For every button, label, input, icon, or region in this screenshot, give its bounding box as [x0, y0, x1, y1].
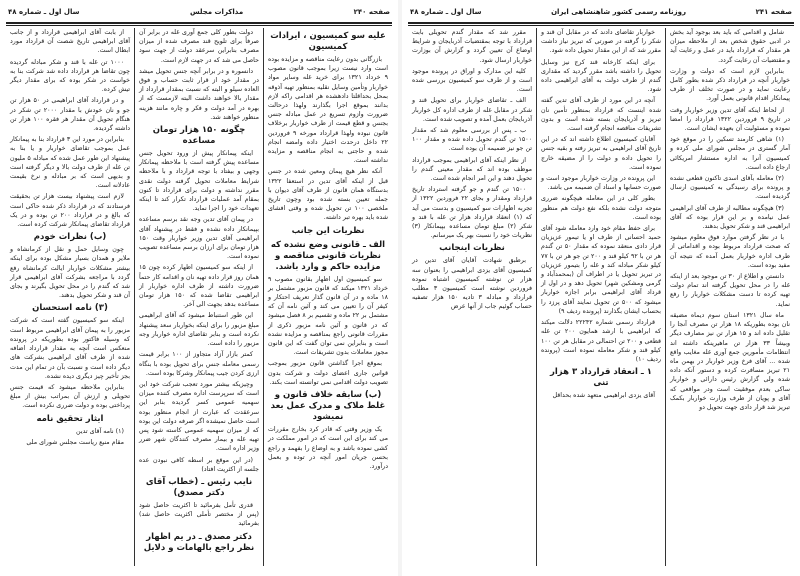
- article-paragraph: آقایان کمیسیون اطلاع داشته اند که در این تاریخ آقای ابراهیمی به تبریز رفته و بقیه جنس را تحویل داده و دولت را از مضیقه خارج نموده است.: [541, 136, 661, 171]
- article-paragraph: دولت بطور کلی جمع آوری غله در برابر آن صرفاً برای تلویح قند مصرف شده از میزان مصرف بنابراین سرعقد دولت از جهت سود حاصل می شد که در جهت لازم است.: [139, 29, 259, 64]
- article-paragraph: در پیمان آقای تدین وجه نقد برسم مساعده بپیمانکار داده نشده و فقط در پیشنهاد آقای ابراهیمی آقای تدین وزیر خواربار وقت ۱۵۰ هزار تومان برای ارزان برسم مساعده تصویب نموده است.: [139, 216, 259, 261]
- article-paragraph: شامل و اقدامی که باید بعد بوجود آید بخش در ادبی حقوق شخص بعد از ملاحظه میزان هر مقدار که قرارداد باید در عمل و رعایت آید و مقتضیات آن رعایت گردد.: [670, 29, 790, 64]
- article-paragraph: این طور استنباط میشود که آقای ابراهیمی مبلغ مزبور را برای اینکه بخواربار سعد پیشنهاد نکرده است و بنابر تقاضای اداره خواربار وجه مزبور را داده است.: [139, 312, 259, 348]
- article-paragraph: بنابراین در مورد این ۳ قرارداد بنا به پیمانکار عمل بموجب تقاضای خواربار و یا بنا به پیشنهاد این طور عمل شده که مبادله ۵ ملیون تن غله از طرف دولت بالا و دیگر گرفته است و بدیهی است که بر مبادله و نرخ بقیمت عادلانه است.: [10, 136, 130, 190]
- article-paragraph: بموقع اجرا گذاشتن قانون مزبور بموجب قوانین جاری اعضای دولت و شرکت بدون تصویب دولت اقدامی نمی توانسته است بکند.: [268, 360, 388, 386]
- article-paragraph: برای حفظ مقام خود وارد معامله شود آقای حمید احسانی از طرف او یا تیمور عزیزیان قرار دادی منعقد نموده که مقدار ۵۰ تن گندم هر تن با ۹۲ کیلو قند و ۲۰۰ تن جو هر تن با ۷۷ کیلو شکر مبادله کند و غله را بتیمور عزیزیان در تبریز تحویل یا در اطراف آن (بمحمدآباد و گرمی ومشکین شهر) تحویل دهد و در اول از قرداد آقای ابراهیمی برابر اجازه خواربار میشود که ۵۰۰ تن تحویل نمایند آقای پرزد را بحساب ایشان بگذارند (پرونده ردیف ۹): [541, 225, 661, 315]
- article-paragraph: ۱۵۰۰ تن گندم و جو گرفته استرداد تاریخ قرارداد ومقدار و بجای ۲۲ فروردین ۱۳۲۲ از تجربه اظهارات سو کمیسیون و بدست می آید که (۱) انعقاد قرارداد هزار تن غله با قند و شکر (۲) مبلغ تومان مساعده بپیمانکار (۳) نظریات خود را نسبت بهر یک میرسانم.: [412, 186, 533, 240]
- article-heading: دکتر مصدق ـ در یم اظهار نظر راجع بالهامات و دلایل: [143, 531, 255, 553]
- article-paragraph: الف ـ تقاضای خواربار برای تحویل قند و شکر در مقابل غله از طرف اداره کل خواربار آذربایجان بعمل آمده و تصویب شده است.: [412, 97, 532, 123]
- article-paragraph: بنابراین لازم است که دولت و وزارت خواربار آنچه در قرارداد ذکر شده بطور کامل رعایت نماید و در صورت تخلف از طرف پیمانکار اقدام قانونی بعمل آورد.: [670, 67, 790, 103]
- issue-number: سال اول ـ شماره ۴۸: [410, 8, 482, 16]
- article-paragraph: بطور کلی در این معامله هیچگونه ضرری متوجه دولت نشده بلکه نفع دولت هم منظور بوده است.: [541, 195, 661, 221]
- text-columns: [408, 28, 794, 566]
- article-paragraph: قرارداد رسمی شماره ۲۲۲۴۲ دلالت میکند که ابراهیمی با ارشد همایون ۲۰۰ تن غله قطعی و ۲۰۰ تن احتمالی در مقابل هر تن ۱۰۰ کیلو قند و شکر معامله نموده است (پرونده ردیف ۱۰): [541, 319, 661, 363]
- page-header: [410, 5, 792, 19]
- article-heading: (ب) نظرات خودم: [33, 232, 107, 243]
- article-paragraph: چون وسایل حمل و نقل از کرمانشاه و ملایر و همدان بسیار مشکل بوده برای اینکه بیشتر مشکلات خواربار ایالت کرمانشاه رفع گردد با مراجعه بشرکت آقای ابراهیمی قرار شد که گندم را در محل تحویل بگیرند و بجای آن قند و شکر تحویل بدهند.: [10, 246, 130, 300]
- article-paragraph: اینکه سو کمیسیون گفته است که شرکت مزبور را به پیمان آقای ابراهیمی مربوط است که وسیله فاکتور بوده بطوریکه در پرونده منعکس است آنچه به مقدار قرارداد اضافه شده از طرف آقای ابراهیمی بشرکت های دیگر داده است و نسبت بآن در تمام این مدت بجز تأخیر چیز دیگری دیده نشده.: [10, 317, 130, 380]
- article-heading: نظریات اینجانب: [439, 243, 505, 254]
- article-heading: ایثار تحقیق نامه: [36, 413, 104, 424]
- article-paragraph: برای اینکه کارخانه قند کرج نیز وسایل تحویل را داشته باشد مقرر گردید که مقداری گندم از طرف دولت به آقای ابراهیمی داده شود.: [541, 58, 661, 94]
- header-rule: [408, 22, 794, 26]
- article-heading: (ب) سابقه خلاف قانون و غلط ملاک و مدرک عمل بعد نمیشود: [270, 390, 386, 423]
- article-paragraph: ۱۰۰۰ تن غله با قند و شکر مبادله گردیده چون تقاضا هر قرارداد داده شد شرکت بنا به خواست در شکر بوده که برای مقدار دیگر تیش کرده.: [10, 58, 130, 94]
- article-paragraph: از بابت آقای ابراهیمی قرارداد و از جانب آقای ابراهیمی تاریخ شصت آن قرارداد مورد ابطال است.: [10, 29, 130, 55]
- article-paragraph: (در این موقع بر اسطه کافی نبودن عده جلسه از اکثریت افتاد): [139, 456, 259, 473]
- left-page: [0, 0, 398, 576]
- article-paragraph: لازم است پیشنهاد بیست هزار تن بحقیقت فرستادند که در قرارداد ذکر شده حاکی است که بالغ و در قرارداد ۲۰۰ تن بوده و در یک قرارداد تقاضای پیمانکار شرکت کرده است.: [10, 193, 130, 229]
- article-heading: ۱ ـ انعقاد قرارداد ۳ هزار تنی: [550, 367, 652, 389]
- article-paragraph: با در نظر گرفتن موارد فوق معلوم میشود که صحت قرارداد مربوط بوده و اقداماتی از طرف اداره خواربار بعمل آمده که نتیجه آن مفید بوده است.: [670, 234, 790, 269]
- article-paragraph: این پرونده در وزارت خواربار موجود است و صورت حسابها و اسناد آن ضمیمه می باشد.: [541, 175, 661, 192]
- text-column: [263, 28, 392, 566]
- article-paragraph: آنچه در این مورد از طرف آقای تدین گفته شده اینست که قرارداد بمنظور تأمین نان تبریز و آذربایجان بسته شده است و بدون تشریفات مناقصه انجام گرفته است.: [541, 97, 661, 133]
- article-paragraph: (۱) شاهی کارمند تسکین را در موقع خود آمار گستری در مجلس شورای ملی کرده و کمیسیون آنرا به اداره مستشار امریکائی ارجاع داده است.: [670, 136, 790, 171]
- page-header: [8, 5, 390, 19]
- article-heading: نایب رئیس ـ (خطاب آقای دکتر مصدق): [145, 476, 253, 498]
- article-heading: الف ـ قانونی وضع نشده که نظریات قانونی مناقصه و مزایده حاکم و وارد باشد.: [270, 239, 386, 272]
- newspaper-title: روزنامه رسمی کشور شاهنشاهی ایران: [551, 8, 687, 16]
- article-heading: نظریات این جانب: [291, 225, 365, 236]
- header-rule: [6, 22, 392, 26]
- article-heading: علیه سو کمیسیون ، ایرادات کمیسیون: [270, 31, 386, 52]
- text-column: [408, 28, 536, 566]
- article-paragraph: (۳) هیچگونه مطالبه از طرف آقای ابراهیمی عمل نیامده و بر این قرار بوده که آقای ابراهیمی قند و شکر تحویل بدهند.: [670, 204, 790, 231]
- article-paragraph: سو کمیسیون اول اظهار بقانون مصوب ۹ خرداد ۱۳۲۱ میکند که قانون مزبور مشتمل بر ۱۸ ماده و در آن قانون گذار تعریف احتکار و کیفر آن را تعیین می کند و آئین نامه آن که مشتمل بر ۲۲ ماده و تقسیم بر ۸ فصل میشود که در قانون و آئین نامه مزبور ذکری از مقررات قانونی راجع بمناقصه و مزایده نشده است و بنابراین نمی توان گفت که این قانون مجوز معاملات بدون تشریفات است.: [268, 275, 389, 357]
- article-heading: چگونه ۱۵۰ هزار تومان مساعده: [152, 125, 246, 147]
- article-paragraph: مقرر شد که مقدار گندم تحویلی بابت قرارداد با توجه بمقتضیات آذربایجان و شرایط اوضاع آن تعیین گردد و گزارش آن بوزارت خواربار ارسال شود.: [412, 29, 532, 64]
- issue-number: سال اول ـ شماره ۴۸: [8, 8, 80, 16]
- page-number: صفحه ۲۴۰: [353, 8, 390, 16]
- article-paragraph: (۱) نامه آقای تدین: [76, 427, 124, 435]
- article-paragraph: (۲) معامله بآقای اسدی تاکنون قطعی نشده و پرونده برای رسیدگی به کمیسیون ارسال گردیده است.: [670, 175, 790, 201]
- article-heading: (۳) نامه استحسان: [32, 303, 108, 314]
- article-paragraph: وچیزیکه بیشتر مورد تعجب شرکت خود این است که سرپرست اداره مصرف کننده میزان سهمیه عمومی کسر گردیده بنابر این سرعقدت که عبارت از انجام منظور بوده است حاصل نمیشده اگر صرفه دولت این بوده که از میزان سهمیه عمومی کاسته شود پس تهیه غله و بیمار مصرف کنندگان شهر ضرر وزیر اداره است.: [139, 380, 259, 453]
- text-columns: [6, 28, 392, 566]
- article-paragraph: کمتر بازار آزاد متجاوز از ۱۰۰ برابر قیمت رسمی معامله جنس برای تحویل بوده با بنگاه ارزی کردن جیب پیمانکار وشرکا بوده است.: [139, 351, 259, 377]
- article-paragraph: برطبق شهادت آقایان آقای تدین در کمیسیون آقای یزدی ابراهیمی را بعنوان سه هزار تن نوشته کمیسیون اشتباه نموده فروردین نوشته است کمیسیون ۳ مطلب قرارداد و مبادله ۳ تادیه ۱۵۰ هزار تصفیه حساب گوئیم جاب از آنها عرض: [412, 257, 533, 311]
- article-paragraph: از لحاظ اینکه آقای تدین وزیر خواربار وقت در تاریخ ۹ فروردین ۱۳۲۲ قرارداد را امضا نموده و مسئولیت آن بعهده ایشان است.: [670, 106, 790, 133]
- article-paragraph: آنکه نظر هیچ پیمان ومعین شده در جنس قبل از اینکه آقای تدین در استعفا ۱۳۲۲ بدستگاه همان قانون از طرف آقای دیوان با جمله تعیین بسته شده بود وچون تاریخ ملخصی ۱۰۰ تن تحویل شده و وقتی افشای شده باید بهره تبر داشته.: [268, 168, 389, 222]
- right-page: [402, 0, 800, 576]
- article-paragraph: دانسوره و در برابر آنچه جنس تحویل میشد در مقدار خود از قرار ثابت حساب و فوق العاده سیلو و البته که نسبت بمقدار قرارداد از مقدار بالا خواهند داشت البته لازمست که از بهره در آمد دولت و فکر و چاره مانند هزینه منظور خواهند شد.: [139, 67, 259, 121]
- page-number: صفحه ۲۴۱: [755, 8, 792, 16]
- article-paragraph: از نظر اینکه آقای ابراهیمی بموجب قرارداد موظف بوده اند که مقدار معینی گندم را تحویل دهند و این امر انجام شده است.: [412, 156, 532, 183]
- article-paragraph: کلیه این مدارک و اوراق در پرونده موجود است و از طرف سو کمیسیون بررسی شده است.: [412, 67, 532, 94]
- article-paragraph: دانستن و اطلاع از ۳۰ تن موجود بعد از اینکه غله را در محل تحویل گرفته اند تمام دولت تهیه کرده تا دست مشکلات خواربار را رفع نماید.: [670, 273, 790, 308]
- text-column: [6, 28, 134, 566]
- text-column: [536, 28, 665, 566]
- article-paragraph: قدری تأمل بفرمائید تا اکثریت حاصل شود (پس از مختصر تأملی اکثریت حاصل شد) بفرمائید: [139, 501, 259, 528]
- text-column: [665, 28, 794, 566]
- section-title: مذاکرات مجلس: [189, 8, 244, 16]
- article-paragraph: آقای یزدی ابراهیمی متعهد شده بحداقل: [552, 392, 655, 400]
- article-paragraph: ب ـ پس از بررسی معلوم شد که مقدار ۱۵۰۰ تن گندم تحویل داده شده و مقدار ۱۰۰ تن جو نیز ضمیمه آن بوده است.: [412, 127, 532, 153]
- article-paragraph: اینکه پیمانکار پیش از ورود تحویل جنس مساعده پیش گرفته است با ملاحظه پیمانکار وجهی و بیفتاد با توجه قرارداد و با ملاحظه شرایط معاملات تحویل گرفته دولت نقدی مقرر نداشته و دولت برای قرارداد تا کنون بمقام آمد عملیات قرارداد تکرار کند تا اینکه تعهدات خود را اجرا نماید.: [139, 150, 259, 213]
- text-column: [134, 28, 263, 566]
- article-paragraph: بنابراین ملاحظه میشود که قیمت جنس تحویلی و ارزش آن بمراتب بیش از مبلغ پرداختی بوده و دولت ضرری نکرده است.: [10, 383, 130, 410]
- article-paragraph: مقام منیع ریاست مجلس شورای ملی: [26, 438, 124, 446]
- article-paragraph: بازرگانی بدون رعایت مناقصه و مزایده بوده است وارد نیست زیرا بموجب قانون مصوب ۹ خرداد ۱۳۲۱ برای خرید غله وسایر مواد خواربار وتأمین وسایل نقلیه بمنظور تهیه آذوقه بمحل بحداقلتا دادهشده هر اقدامی راکه لازم بدانند بموقع اجرا بگذارند ولهذا درحالت ضرورت وازوم تسریع در عمل مبادله جنس بجنس و قطع قیمت از طرف خواربار برخلاف قانون نبوده ولهذا قرارداد مورخه ۹ فروردین ۲۲ داخل درحدت اختیار داده وامضه انجام شده و حاجتی به انجام مناقصه و مزایده نداشته است.: [268, 56, 389, 165]
- article-paragraph: خواربار تقاضای دادند که در مقابل آن قند و شکر را گرفته در صورتی که تبریز نیاز داشت مقرر شد که از این مقدار تحویل داده شود.: [541, 29, 661, 55]
- article-paragraph: ماه سال ۱۳۲۱ استان سوم دیماه مضیقه نان بوده بطوریکه ۱۸ هزار تن مصرف آنجا را تقلیل داده اند و ۱۵ هزار تن نیز مصارف دیگر وبیشاً ۳۳ هزار تن ماهیرینکه داشته اند انتظامات مأمورین جمع آوری غله مغایب واقع شده ... آقای فرخ وزیر خواربار در بهمن ماه ۲۱ تبریز مسافرت کرده و دستور آنکه داده شده ولی گزارش رئیس دارائی و خواربار ساکی بعدم موفقیت است ودر مواقعی که آقای و پویان از طرف وزارت خواربار بکمک تبریز شد قرار دادی جهت تحویل دو: [670, 311, 791, 411]
- article-paragraph: از اینکه سو کمیسیون اظهار کرده چون ۱۵ همان روز قرار داده تهیه نان و اقدامه کار حتماً ضرورت داشته از طرف اداره خواربار از ابراهیمی تقاضا شده که ۱۵۰ هزار تومان مساعده بدهد بجهت الی آخر.: [139, 264, 260, 309]
- article-paragraph: و در قرارداد آقای ابراهیمی در ۵۰ هزار تن جو و نان خودش با مقدار ۲۰۰۰ تن شکر در هنگام تحویل آن مقدار هر فقره ۱۰۰ هزار تن داشته گردیده.: [10, 97, 131, 133]
- article-paragraph: یک وزیر وقتی که قادر کرد بخارج مقررات می کند برای این است که در امور مملکت در کشی نموده باشد و به اوضاع را بفهمد و راجع بحسن جریان امور آنچه در توده و بعمل درآورد.: [268, 426, 388, 470]
